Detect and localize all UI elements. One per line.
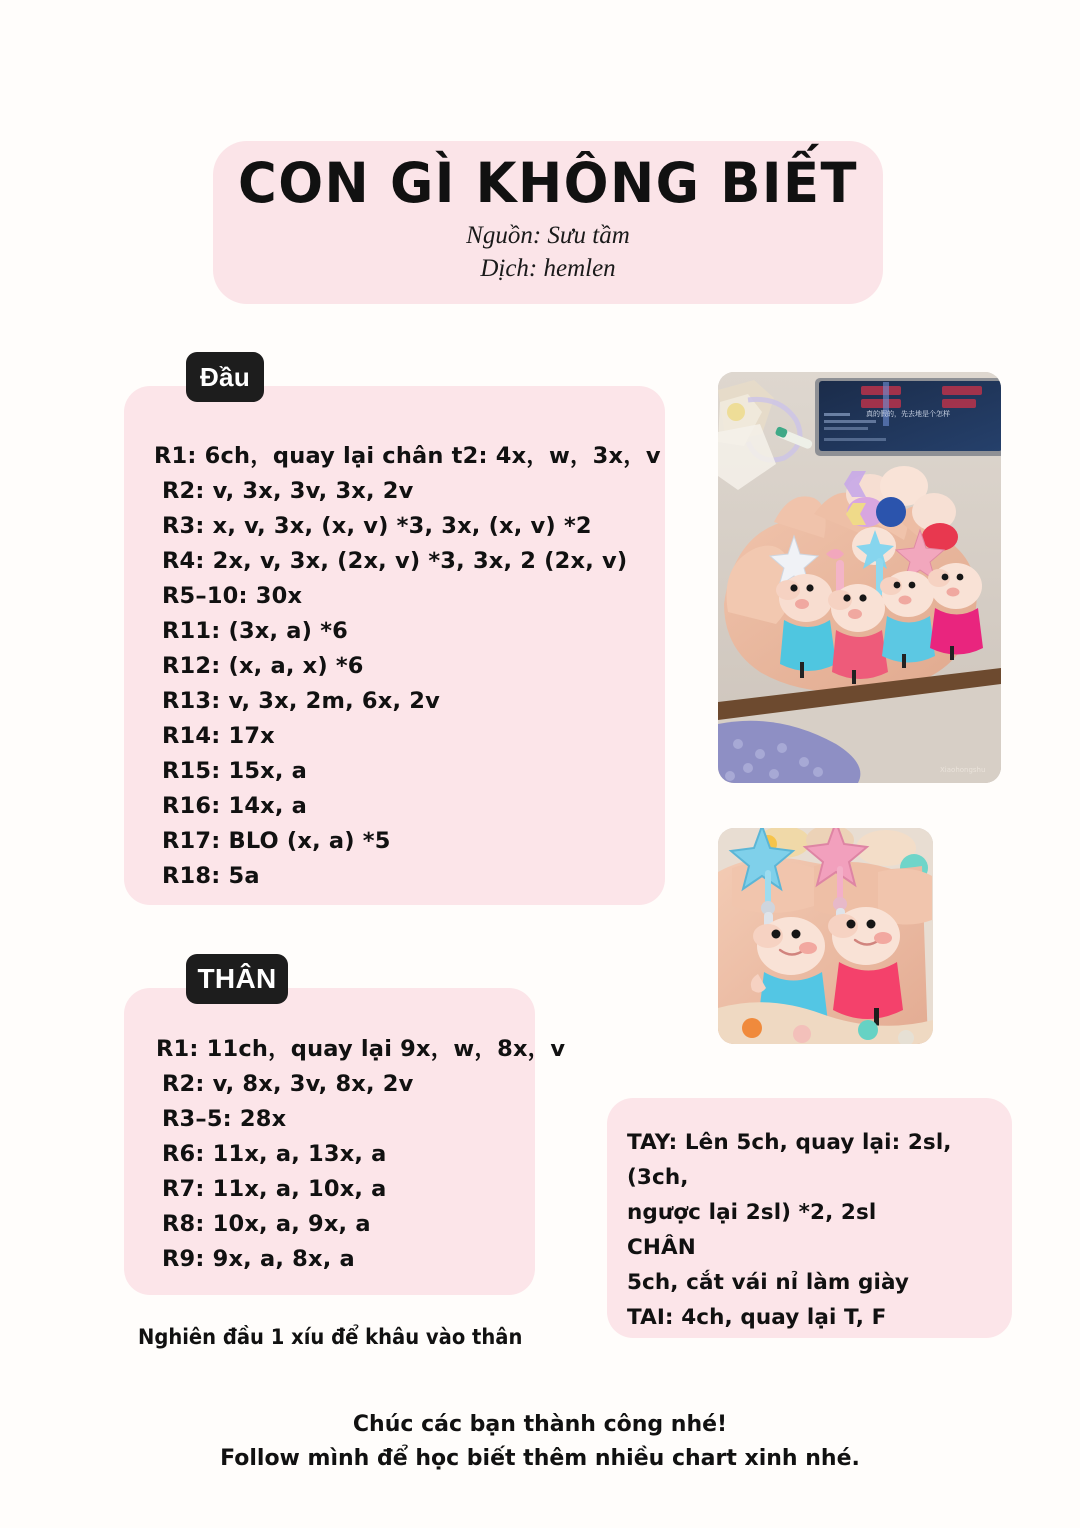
section-panel-limbs [607,1098,1012,1338]
limbs-line: ngược lại 2sl) *2, 2sl [627,1200,877,1225]
head-row-list [124,439,665,894]
limbs-line: CHÂN [627,1235,696,1260]
title-banner [213,141,883,304]
svg-text:真的假的，先去地是个怎样: 真的假的，先去地是个怎样 [866,410,950,418]
section-panel-body [124,988,566,1295]
limbs-line: TAY: Lên 5ch, quay lại: 2sl, (3ch, [627,1130,952,1190]
section-panel-head [124,386,665,905]
footer-line-2: Follow mình để học biết thêm nhiều chart xinh nhé. [220,1446,860,1471]
footer [0,1408,1080,1476]
head-row: R11: (3x, a) *6 [162,618,349,644]
limbs-line: 5ch, cắt vái nỉ làm giày [627,1270,910,1295]
photo-two-peppa-keychains-closeup [718,828,933,1044]
head-row: R15: 15x, a [162,758,308,784]
body-row: R2: v, 8x, 3v, 8x, 2v [162,1071,414,1097]
photo-2-illustration [718,828,933,1044]
head-row: R17: BLO (x, a) *5 [162,828,391,854]
svg-text:Xiaohongshu: Xiaohongshu [940,766,986,774]
footer-line-1: Chúc các bạn thành công nhé! [352,1412,728,1437]
head-row: R4: 2x, v, 3x, (2x, v) *3, 3x, 2 (2x, v) [162,548,628,574]
head-row: R2: v, 3x, 3v, 3x, 2v [162,478,414,504]
photo-1-illustration [718,372,1001,783]
head-row: R13: v, 3x, 2m, 6x, 2v [162,688,440,714]
section-badge-head: Đầu [186,352,264,402]
limbs-line-list [627,1125,998,1335]
source-label: Nguồn: Sưu tầm [466,221,630,249]
limbs-line: TAI: 4ch, quay lại T, F [627,1305,887,1330]
body-row-list [124,1032,566,1277]
head-row: R14: 17x [162,723,275,749]
head-row: R3: x, v, 3x, (x, v) *3, 3x, (x, v) *2 [162,513,592,539]
section-badge-body: THÂN [186,954,288,1004]
head-row: R16: 14x, a [162,793,308,819]
body-row: R1: 11ch，quay lại 9x，w，8x，v [156,1036,566,1062]
head-row: R18: 5a [162,863,260,889]
body-row: R3–5: 28x [162,1106,287,1132]
body-row: R9: 9x, a, 8x, a [162,1246,355,1272]
head-row: R5–10: 30x [162,583,303,609]
body-row: R6: 11x, a, 13x, a [162,1141,387,1167]
assembly-note: Nghiên đầu 1 xíu để khâu vào thân [138,1325,523,1349]
body-row: R8: 10x, a, 9x, a [162,1211,371,1237]
body-row: R7: 11x, a, 10x, a [162,1176,387,1202]
page-title: CON GÌ KHÔNG BIẾT [238,151,858,215]
photo-hand-holding-peppa-keychains [718,372,1001,783]
head-row: R1: 6ch，quay lại chân t2: 4x，w，3x，v [154,443,661,469]
translator-label: Dịch: hemlen [480,254,616,282]
head-row: R12: (x, a, x) *6 [162,653,364,679]
